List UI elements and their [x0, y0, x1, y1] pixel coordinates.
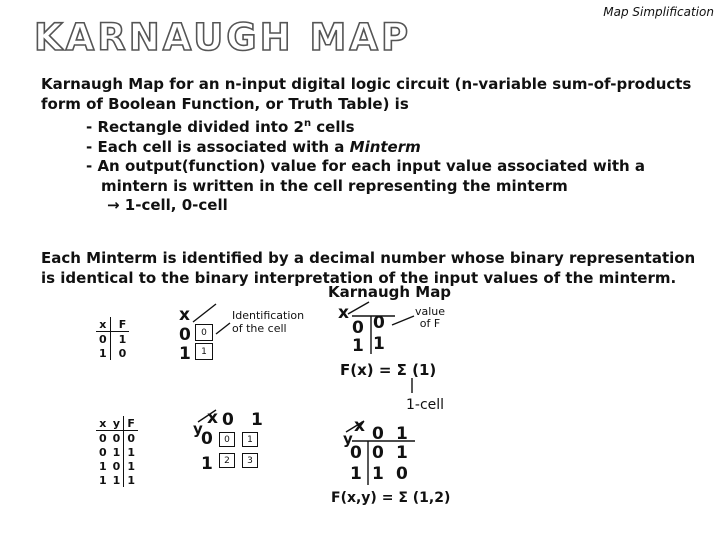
tt2-cell: 1: [124, 473, 138, 487]
page-title: KARNAUGH MAP: [34, 16, 412, 59]
value-map-1-row-1: 1: [352, 336, 364, 356]
bullet-4: → 1-cell, 0-cell: [107, 196, 228, 214]
tt2-cell: 1: [99, 459, 107, 473]
bullet-3: - An output(function) value for each input value associated with a: [86, 157, 646, 175]
function-2: F(x,y) = Σ (1,2): [331, 490, 451, 506]
value-map-1-cell-1: 1: [373, 334, 385, 354]
table-row: [96, 473, 138, 487]
id-map-2-cell-0: 0: [219, 432, 235, 447]
tt2-header-f: F: [124, 416, 138, 431]
tt2-header-x: x: [96, 416, 110, 431]
tt2-cell: 1: [124, 445, 138, 459]
id-map-1-row-1: 1: [179, 344, 191, 364]
value-map-2-row-var: y: [343, 430, 353, 448]
tt2-cell: 0: [99, 445, 107, 459]
bullet-1-text: - Rectangle divided into 2: [86, 118, 304, 136]
value-map-2-cell-3: 0: [396, 464, 408, 484]
table-row: [96, 445, 138, 459]
bullet-1-sup: n: [303, 118, 312, 129]
karnaugh-map-label: Karnaugh Map: [328, 283, 452, 301]
id-map-1-cell-1: 1: [195, 343, 213, 360]
bullet-1: [41, 114, 691, 138]
value-pointer-line: [392, 316, 414, 325]
tt2-cell: 0: [99, 431, 107, 445]
intro-paragraph: [41, 75, 691, 216]
table-row: [96, 431, 138, 446]
id-map-2-col-var: x: [207, 408, 218, 428]
tt1-cell: 1: [110, 332, 129, 347]
one-cell-label: 1-cell: [406, 397, 445, 413]
id-map-1-cell-0: 0: [195, 324, 213, 341]
tt2-cell: 0: [112, 459, 121, 473]
value-annotation-line-1: value: [415, 305, 446, 318]
table-row: [96, 332, 129, 347]
tt1-header-x: x: [96, 317, 110, 332]
tt2-cell: 1: [124, 459, 138, 473]
tt2-header-y: y: [110, 416, 124, 431]
value-map-1-row-0: 0: [352, 318, 364, 338]
minterm-line-2: is identical to the binary interpretation of the input values of the minterm.: [41, 268, 677, 287]
bullet-3-cont: mintern is written in the cell representing the minterm: [101, 176, 568, 195]
value-annotation: [415, 306, 445, 330]
value-map-2-cell-1: 1: [396, 443, 408, 463]
intro-line-2: form of Boolean Function, or Truth Table) is: [41, 94, 409, 113]
id-map-2-col-1: 1: [251, 410, 263, 430]
tt2-cell: 1: [112, 473, 121, 487]
tt1-cell: 0: [110, 346, 129, 360]
table-row: [96, 346, 129, 360]
bullet-2-text: - Each cell is associated with a: [86, 137, 350, 156]
value-map-1-cell-0: 0: [373, 313, 385, 333]
id-annotation: Identification of the cell: [232, 309, 305, 335]
id-map-2-cell-1: 1: [242, 432, 258, 447]
bullet-1-post: cells: [311, 118, 355, 136]
id-map-2-row-1: 1: [201, 454, 213, 474]
truth-table-1: [96, 317, 129, 360]
tt1-header-f: F: [110, 317, 129, 332]
tt2-cell: 0: [112, 431, 121, 445]
tt2-cell: 1: [99, 473, 107, 487]
value-map-2-col-var: x: [354, 416, 365, 436]
id-map-2-row-var: y: [193, 420, 203, 438]
id-map-1-row-0: 0: [179, 325, 191, 345]
value-map-1-diagonal: [348, 302, 369, 314]
id-pointer-line: [216, 323, 230, 334]
id-map-2-cell-2: 2: [219, 453, 235, 468]
bullet-2: [41, 138, 691, 158]
value-annotation-line-2: of F: [419, 317, 441, 330]
tt1-cell: 0: [99, 332, 107, 346]
id-map-1-var: x: [179, 305, 190, 325]
id-map-2-col-0: 0: [222, 410, 234, 430]
value-map-2-row-0: 0: [350, 443, 362, 463]
value-map-2-col-1: 1: [396, 424, 408, 444]
value-map-2-cell-0: 0: [372, 443, 384, 463]
table-row: [96, 459, 138, 473]
id-map-2-cell-3: 3: [242, 453, 258, 468]
truth-table-2: [96, 416, 138, 487]
corner-label: Map Simplification: [603, 5, 714, 19]
value-map-2-col-0: 0: [372, 424, 384, 444]
minterm-line-1: Each Minterm is identified by a decimal number whose binary representation: [41, 249, 696, 267]
tt2-cell: 0: [124, 431, 138, 446]
value-map-1-var: x: [338, 303, 349, 323]
value-map-2-cell-2: 1: [372, 464, 384, 484]
value-map-2-row-1: 1: [350, 464, 362, 484]
tt2-cell: 1: [112, 445, 121, 459]
id-map-1-diagonal: [193, 304, 216, 322]
id-map-2-row-0: 0: [201, 429, 213, 449]
tt1-cell: 1: [99, 346, 107, 360]
function-1: F(x) = Σ (1): [340, 361, 437, 379]
bullet-2-em: Minterm: [349, 137, 421, 156]
intro-line-1: Karnaugh Map for an n-input digital logic circuit (n-variable sum-of-products: [41, 75, 692, 93]
